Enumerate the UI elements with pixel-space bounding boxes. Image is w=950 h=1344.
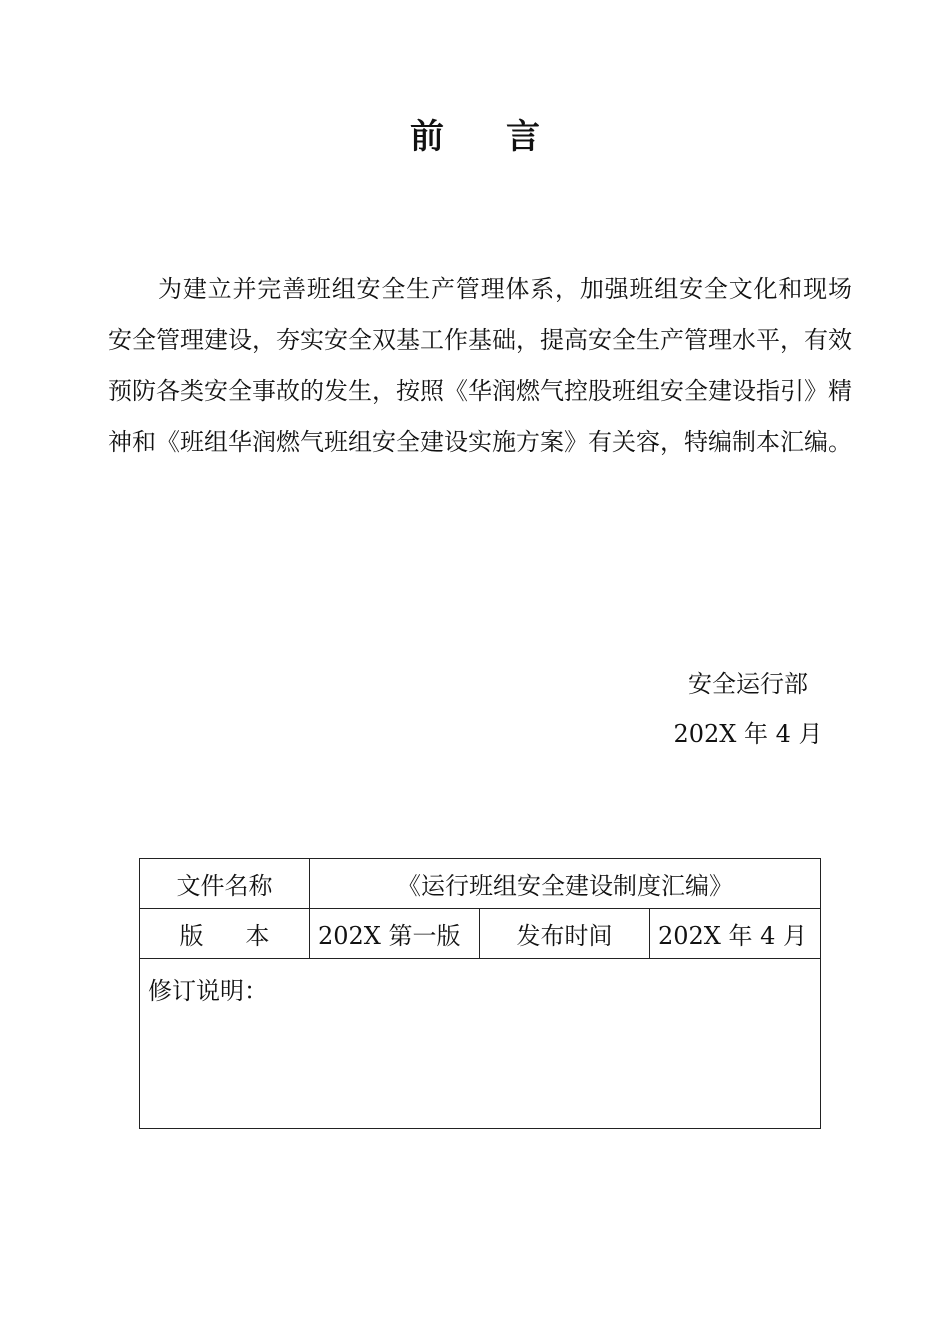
publish-label: 发布时间 [480,909,650,959]
title-char-1: 前 [410,117,444,157]
table-row [140,959,821,1129]
doc-name-label: 文件名称 [140,859,310,909]
version-label-char-1: 版 [179,922,204,950]
table-row [140,909,821,959]
table-row [140,859,821,909]
version-value: 202X 第一版 [310,909,480,959]
version-label [140,909,310,959]
signature-department: 安全运行部 [688,670,808,698]
doc-name-value: 《运行班组安全建设制度汇编》 [310,859,821,909]
revision-notes: 修订说明： [140,959,821,1129]
signature-date: 202X 年 4 月 [673,720,823,748]
version-label-char-2: 本 [245,922,270,950]
document-info-table [139,858,821,1129]
preface-paragraph: 为建立并完善班组安全生产管理体系，加强班组安全文化和现场安全管理建设，夯实安全双基工作基础，提高安全生产管理水平，有效预防各类安全事故的发生，按照《华润燃气控股班组安全建设指引》精神和《班组华润燃气班组安全建设实施方案》有关容，特编制本汇编。 [108,275,852,456]
title-char-2: 言 [506,117,540,157]
page-title [0,112,950,162]
publish-value: 202X 年 4 月 [650,909,821,959]
